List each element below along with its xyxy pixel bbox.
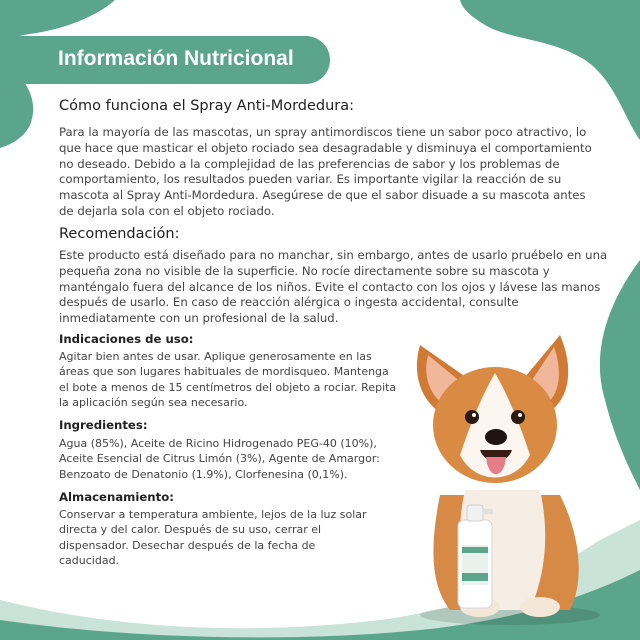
text-line: no deseado. Debido a la complejidad de las preferencias de sabor y los problemas de bbox=[59, 156, 560, 171]
text-line: después de usarlo. En caso de reacción alérgica o ingesta accidental, consulte bbox=[59, 295, 519, 310]
text-line: Conservar a temperatura ambiente, lejos de la luz solar bbox=[59, 508, 367, 521]
ingredients-heading: Ingredientes: bbox=[59, 418, 148, 432]
usage-heading: Indicaciones de uso: bbox=[59, 332, 194, 346]
text-line: el bote a menos de 15 centímetros del objeto a rociar. Repita bbox=[59, 380, 397, 394]
text-line: comportamiento, los resultados pueden variar. Es importante vigilar la reacción de su bbox=[59, 172, 562, 187]
storage-heading: Almacenamiento: bbox=[59, 490, 174, 504]
text-line: inmediatamente con un profesional de la salud. bbox=[59, 311, 339, 326]
text-line: Agitar bien antes de usar. Aplique generosamente en las bbox=[59, 350, 372, 363]
recommendation-heading: Recomendación: bbox=[59, 226, 180, 242]
text-line: dispensador. Desechar después de la fecha de bbox=[59, 538, 316, 552]
text-line: la aplicación según sea necesario. bbox=[59, 395, 248, 409]
text-line: de dejarla sola con el objeto rociado. bbox=[59, 203, 275, 218]
text-line: directa y del calor. Después de su uso, cerrar el bbox=[59, 523, 322, 537]
ingredients-text bbox=[59, 436, 380, 482]
text-line: caducidad. bbox=[59, 553, 120, 567]
storage-text bbox=[59, 507, 367, 568]
text-line: manténgalo fuera del alcance de los niños. Evite el contacto con los ojos y lávese las manos bbox=[59, 279, 601, 294]
text-line: Para la mayoría de las mascotas, un spray antimordiscos tiene un sabor poco atractivo, lo bbox=[59, 125, 587, 139]
text-line: Benzoato de Denatonio (1.9%), Clorfenesina (0,1%). bbox=[59, 467, 348, 481]
corgi-puppy-illustration bbox=[400, 325, 640, 640]
text-line: áreas que son lugares habituales de mordisqueo. Mantenga bbox=[59, 365, 389, 379]
page-title: Información Nutricional bbox=[58, 47, 294, 70]
text-line: que hace que masticar el objeto rociado sea desagradable y disminuya el comportamiento bbox=[59, 140, 592, 155]
text-line: mascota al Spray Anti-Mordedura. Asegúrese de que el sabor disuade a su mascota antes bbox=[59, 188, 586, 203]
how-it-works-heading: Cómo funciona el Spray Anti-Mordedura: bbox=[59, 98, 355, 114]
text-line: pequeña zona no visible de la superficie. No rocíe directamente sobre su mascota y bbox=[59, 263, 550, 278]
usage-text bbox=[59, 349, 396, 410]
text-line: Este producto está diseñado para no manchar, sin embargo, antes de usarlo pruébelo en una bbox=[59, 248, 608, 262]
how-it-works-text bbox=[59, 125, 592, 220]
text-line: Aceite Esencial de Citrus Limón (3%), Agente de Amargor: bbox=[59, 452, 380, 466]
recommendation-text bbox=[59, 248, 607, 327]
text-line: Agua (85%), Aceite de Ricino Hidrogenado PEG-40 (10%), bbox=[59, 437, 377, 450]
